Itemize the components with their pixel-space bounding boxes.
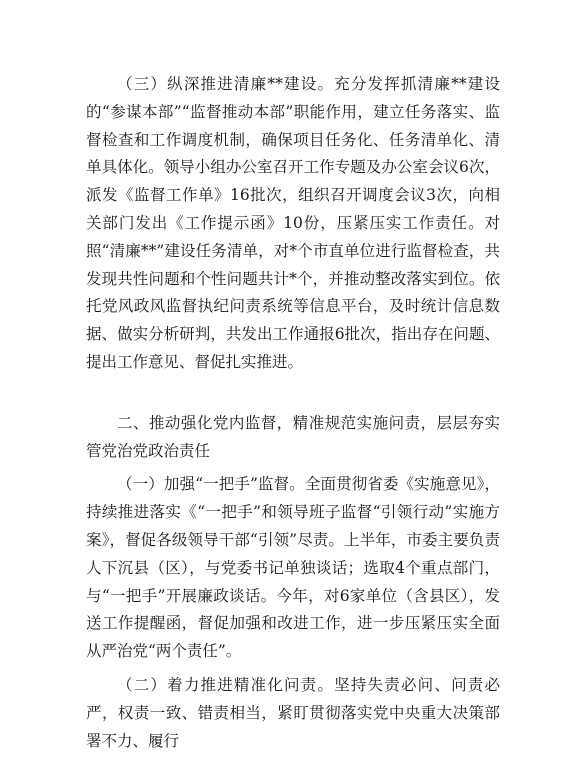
paragraph-top-leader-supervision: （一）加强“一把手”监督。全面贯彻省委《实施意见》，持续推进落实《“一把手”和领导班子监督“引领行动”实施方案》，督促各级领导干部“引领”尽责。上半年，市委主要负责人下沉县（区），与党委书记单独谈话；选取4个重点部门，与“一把手”开展廉政谈话。今年，对6家单位（含县区），发送工作提醒函，督促加强和改进工作，进一步压紧压实全面从严治党“两个责任”。 <box>86 475 500 661</box>
paragraph-precise-accountability: （二）着力推进精准化问责。坚持失责必问、问责必严，权责一致、错责相当，紧盯贯彻落实党中央重大决策部署不力、履行 <box>86 675 500 750</box>
paragraph-clean-construction: （三）纵深推进清廉**建设。充分发挥抓清廉**建设的“参谋本部”“监督推动本部”职能作用，建立任务落实、监督检查和工作调度机制，确保项目任务化、任务清单化、清单具体化。领导小组办公室召开工作专题及办公室会议6次，派发《监督工作单》16批次，组织召开调度会议3次，向相关部门发出《工作提示函》10份，压紧压实工作责任。对照“清廉**”建设任务清单，对*个市直单位进行监督检查，共发现共性问题和个性问题共计*个，并推动整改落实到位。依托党风政风监督执纪问责系统等信息平台，及时统计信息数据、做实分析研判，共发出工作通报6批次，指出存在问题、提出工作意见、督促扎实推进。 <box>86 75 500 371</box>
section-heading-2: 二、推动强化党内监督，精准规范实施问责，层层夯实管党治党政治责任 <box>86 413 500 460</box>
